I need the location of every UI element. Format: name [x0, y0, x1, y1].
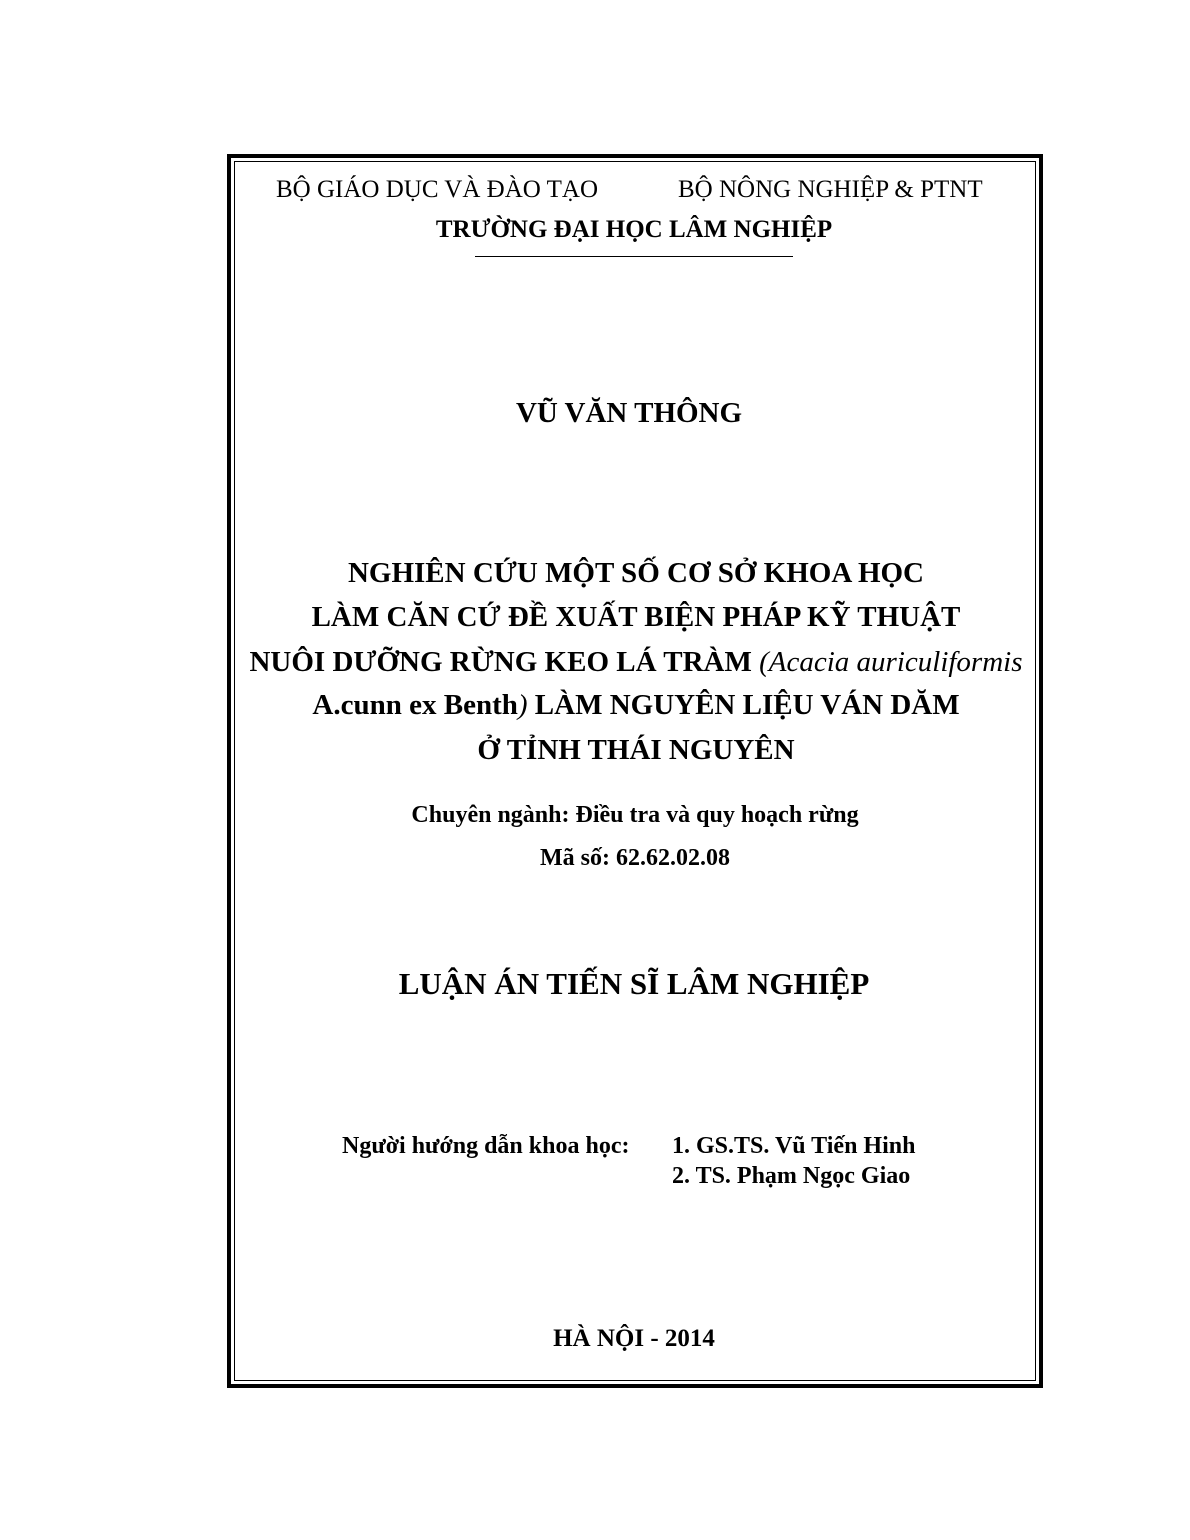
scientific-name-close-paren: ): [517, 689, 528, 721]
degree-title: LUẬN ÁN TIẾN SĨ LÂM NGHIỆP: [398, 966, 870, 1001]
ministry-education: BỘ GIÁO DỤC VÀ ĐÀO TẠO: [276, 176, 598, 203]
university-name: TRƯỜNG ĐẠI HỌC LÂM NGHIỆP: [435, 216, 833, 243]
thesis-title-line-3-main: NUÔI DƯỠNG RỪNG KEO LÁ TRÀM: [249, 646, 760, 678]
thesis-title-line-2: LÀM CĂN CỨ ĐỀ XUẤT BIỆN PHÁP KỸ THUẬT: [311, 601, 961, 633]
thesis-title-line-4: [0, 689, 1190, 722]
university-underline: [475, 256, 793, 257]
supervisor-1: 1. GS.TS. Vũ Tiến Hinh: [672, 1133, 916, 1159]
thesis-title-line-1: NGHIÊN CỨU MỘT SỐ CƠ SỞ KHOA HỌC: [347, 557, 925, 589]
supervisor-2: 2. TS. Phạm Ngọc Giao: [672, 1163, 911, 1189]
ministry-agriculture: BỘ NÔNG NGHIỆP & PTNT: [678, 176, 983, 203]
specialty: Chuyên ngành: Điều tra và quy hoạch rừng: [411, 802, 859, 828]
inner-border-frame: [234, 161, 1036, 1381]
scientific-name-italic: (Acacia auriculiformis: [759, 646, 1023, 678]
specialty-code: Mã số: 62.62.02.08: [540, 845, 730, 871]
thesis-title-line-5: Ở TỈNH THÁI NGUYÊN: [477, 734, 795, 766]
thesis-title-line-4-rest: LÀM NGUYÊN LIỆU VÁN DĂM: [527, 689, 960, 721]
thesis-title-line-3: [0, 646, 1190, 679]
author-name: VŨ VĂN THÔNG: [515, 397, 743, 429]
supervisors-label: Người hướng dẫn khoa học:: [342, 1133, 630, 1159]
thesis-title-line-4-main: A.cunn ex Benth: [312, 689, 518, 721]
place-and-year: HÀ NỘI - 2014: [553, 1325, 715, 1352]
